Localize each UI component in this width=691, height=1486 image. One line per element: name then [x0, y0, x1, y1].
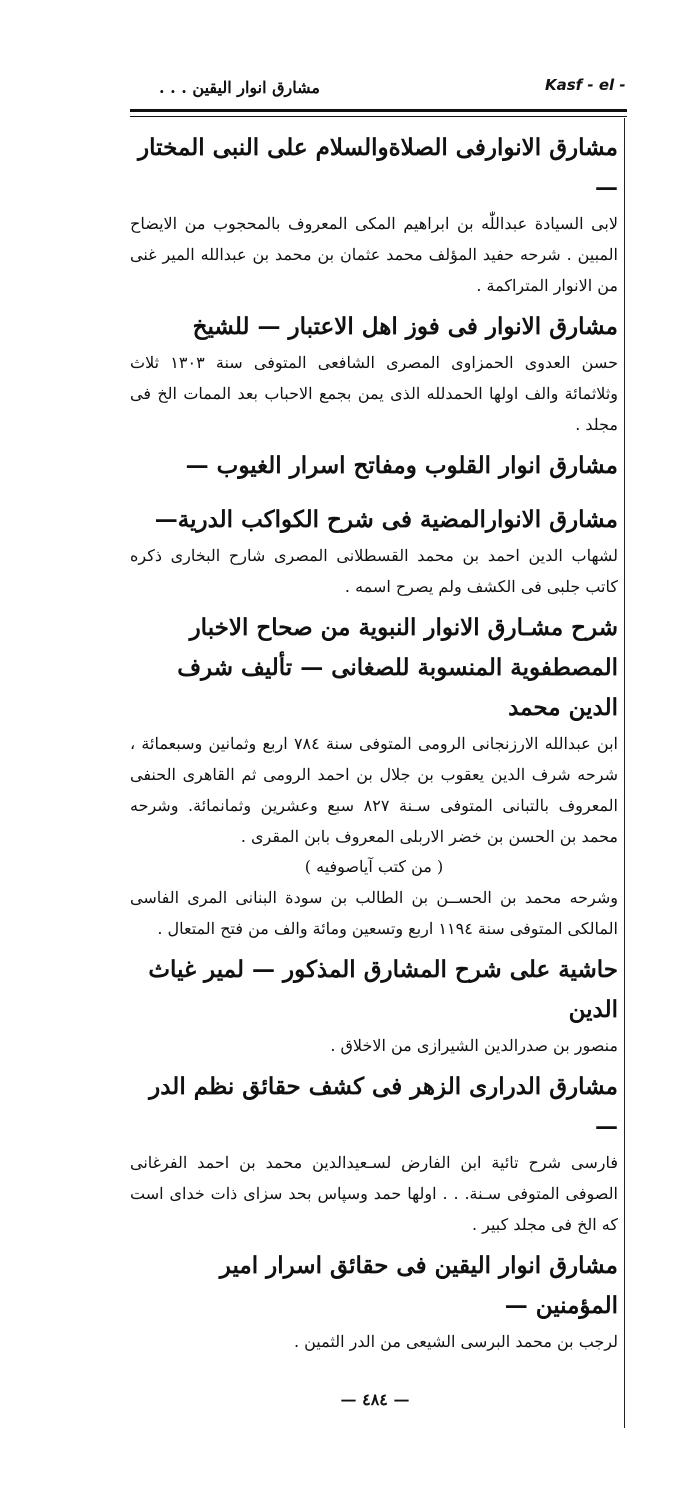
entry-title: حاشية علی شرح المشارق المذكور — لمير غياث الدين — [148, 956, 618, 1023]
entry-body: وشرحه محمد بن الحســن بن الطالب بن سودة البنانی المری الفاسی المالكی المتوفی سنة ١١٩٤ اربع وتسعين ومائة والف من فتح المتعال . — [130, 888, 618, 938]
entry-body: ابن عبدالله الارزنجانی الرومی المتوفی سنة ٧٨٤ اربع وثمانين وسبعمائة ، شرحه شرف الدين يعقوب بن جلال بن احمد الرومی ثم القاهری الحنفی المعروف بالتبانی المتوفی سـنة ٨٢٧ سبع وعشرين وثمانمائة. وشرحه محمد بن الحسن بن خضر الاربلی المعروف بابن المقری . — [130, 734, 619, 846]
entry-title: مشارق انوار القلوب ومفاتح اسرار الغيوب — — [185, 452, 618, 479]
running-title: مشارق انوار اليقين . . . — [158, 78, 320, 97]
entry-title: مشارق انوار اليقين فی حقائق اسرار امير المؤمنين — — [219, 1252, 618, 1319]
entry-body: حسن العدوی الحمزاوی المصری الشافعی المتوفی سنة ١٣٠٣ ثلاث وثلاثمائة والف اولها الحمدلله الذی يمن بجمع الاحباب بعد الممات الخ فی مجلد . — [130, 353, 619, 434]
entries-column — [130, 128, 618, 1363]
entry-title: شرح مشـارق الانوار النبوية من صحاح الاخبار المصطفوية المنسوبة للصغانی — تأليف شرف الدين محمد — [177, 614, 618, 721]
entry-body: لابی السيادة عبداللّٰه بن ابراهيم المكی المعروف بالمحجوب من الايضاح المبين . شرحه حفيد المؤلف محمد عثمان بن محمد بن عبدالله المير غنی من الانوار المتراكمة . — [130, 214, 618, 295]
entry-title: مشارق الانوار فی فوز اهل الاعتبار — للشيخ — [192, 313, 618, 340]
header-rule-thick — [130, 109, 627, 112]
margin-rule — [624, 118, 625, 1428]
source-note: ( من كتب آياصوفيه ) — [304, 857, 444, 876]
section-label: Kasf - el - — [545, 76, 626, 94]
page-number: — ٤٨٤ — — [340, 1390, 410, 1409]
entry-title: مشارق الدراری الزهر فی كشف حقائق نظم الدر— — [149, 1073, 618, 1140]
entry-title: مشارق الانوارفی الصلاةوالسلام علی النبی المختار— — [138, 134, 618, 201]
header-rule-thin — [130, 116, 627, 117]
entry-body: فارسی شرح تائية ابن الفارض لسـعيدالدين محمد بن احمد الفرغانی الصوفی المتوفی سـنة. . . اولها حمد وسپاس بحد سزای ذات خدای است كه الخ فی مجلد كبير . — [130, 1153, 618, 1234]
entry-body: لرجب بن محمد البرسی الشيعی من الدر الثمين . — [293, 1332, 618, 1351]
entry-body: منصور بن صدرالدين الشيرازی من الاخلاق . — [330, 1036, 618, 1055]
entry-title: مشارق الانوارالمضية فی شرح الكواكب الدرية— — [154, 506, 618, 533]
entry-body: لشهاب الدين احمد بن محمد القسطلانی المصری شارح البخاری ذكره كاتب جلبی فی الكشف ولم يصرح اسمه . — [130, 546, 618, 596]
